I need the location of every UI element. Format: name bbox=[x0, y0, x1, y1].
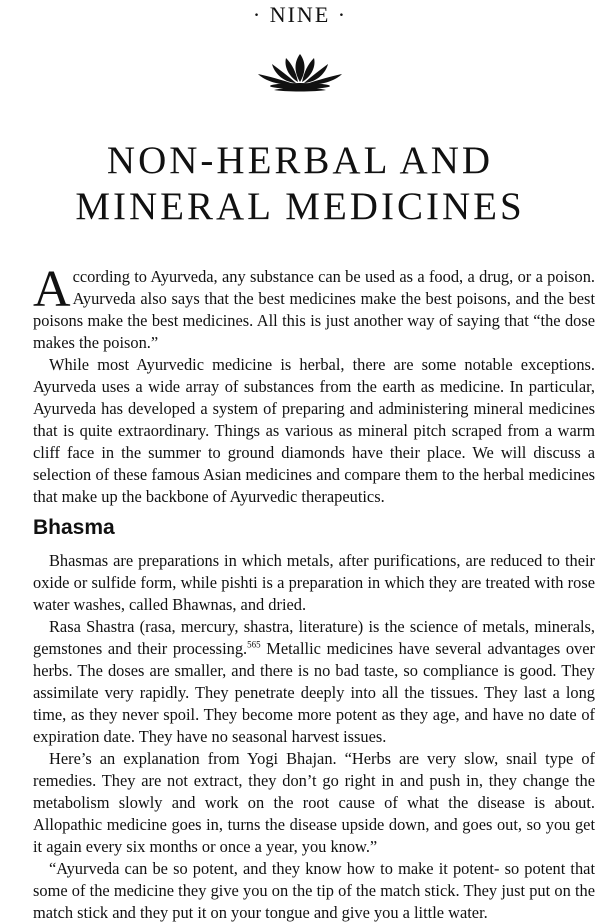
bhasma-paragraph-2-start: Rasa Shastra (rasa, mercury, shastra, literature) is the science of metals, minerals, gemstones and their processing. bbox=[33, 617, 595, 658]
lotus-ornament-icon bbox=[254, 52, 346, 94]
bhasma-paragraph-4: “Ayurveda can be so potent, and they know how to make it potent- so potent that some of the medicine they give you on the tip of the match stick. They just put on the match stick and they put it on your tongue and give you a little water. bbox=[33, 859, 595, 922]
intro-paragraph-1 bbox=[33, 261, 595, 354]
drop-cap: A bbox=[33, 261, 71, 318]
bhasma-paragraph-3: Here’s an explanation from Yogi Bhajan. “Herbs are very slow, snail type of remedies. They are not extract, they don’t go right in and push in, they change the metabolism slowly and work on the root cause of what the disease is about. Allopathic medicine goes in, turns the disease upside down, and goes out, so you get it again every six months or once a year, you know.” bbox=[33, 749, 595, 856]
footnote-ref: 565 bbox=[247, 639, 261, 650]
bhasma-paragraph-2-end: Metallic medicines have several advantages over herbs. The doses are smaller, and there is no bad taste, so compliance is good. They assimilate very rapidly. They penetrate deeply into all the tissues. They last a long time, as they never spoil. They become more potent as they age, and have no date of expiration date. They have no seasonal harvest issues. bbox=[33, 639, 595, 746]
intro-paragraph-2: While most Ayurvedic medicine is herbal, there are some notable exceptions. Ayurveda uses a wide array of substances from the earth as medicine. In particular, Ayurveda has developed a system of preparing and administering mineral medicines that is quite extraordinary. Things as various as mineral pitch scraped from a warm cliff face in the summer to ground diamonds have their place. We will discuss a selection of these famous Asian medicines and compare them to the herbal medicines that make up the backbone of Ayurvedic therapeutics. bbox=[33, 355, 595, 506]
title-line-2: MINERAL MEDICINES bbox=[75, 185, 525, 228]
intro-paragraph-1-text: ccording to Ayurveda, any substance can be used as a food, a drug, or a poison. Ayurveda also says that the best medicines make the best poisons, and the best poisons make the best medicines. All this is just another way of saying that “the dose makes the poison.” bbox=[33, 267, 595, 352]
intro-section bbox=[33, 261, 595, 508]
bhasma-paragraph-2 bbox=[33, 616, 595, 748]
bhasma-section bbox=[33, 550, 595, 924]
chapter-label: · NINE · bbox=[252, 2, 348, 27]
section-heading-bhasma: Bhasma bbox=[33, 516, 115, 539]
chapter-title bbox=[0, 138, 600, 230]
title-line-1: NON-HERBAL AND bbox=[106, 139, 494, 182]
bhasma-paragraph-1: Bhasmas are preparations in which metals, after purifications, are reduced to their oxide or sulfide form, while pishti is a preparation in which they are treated with rose water washes, called Bhawnas, and dried. bbox=[33, 551, 595, 614]
